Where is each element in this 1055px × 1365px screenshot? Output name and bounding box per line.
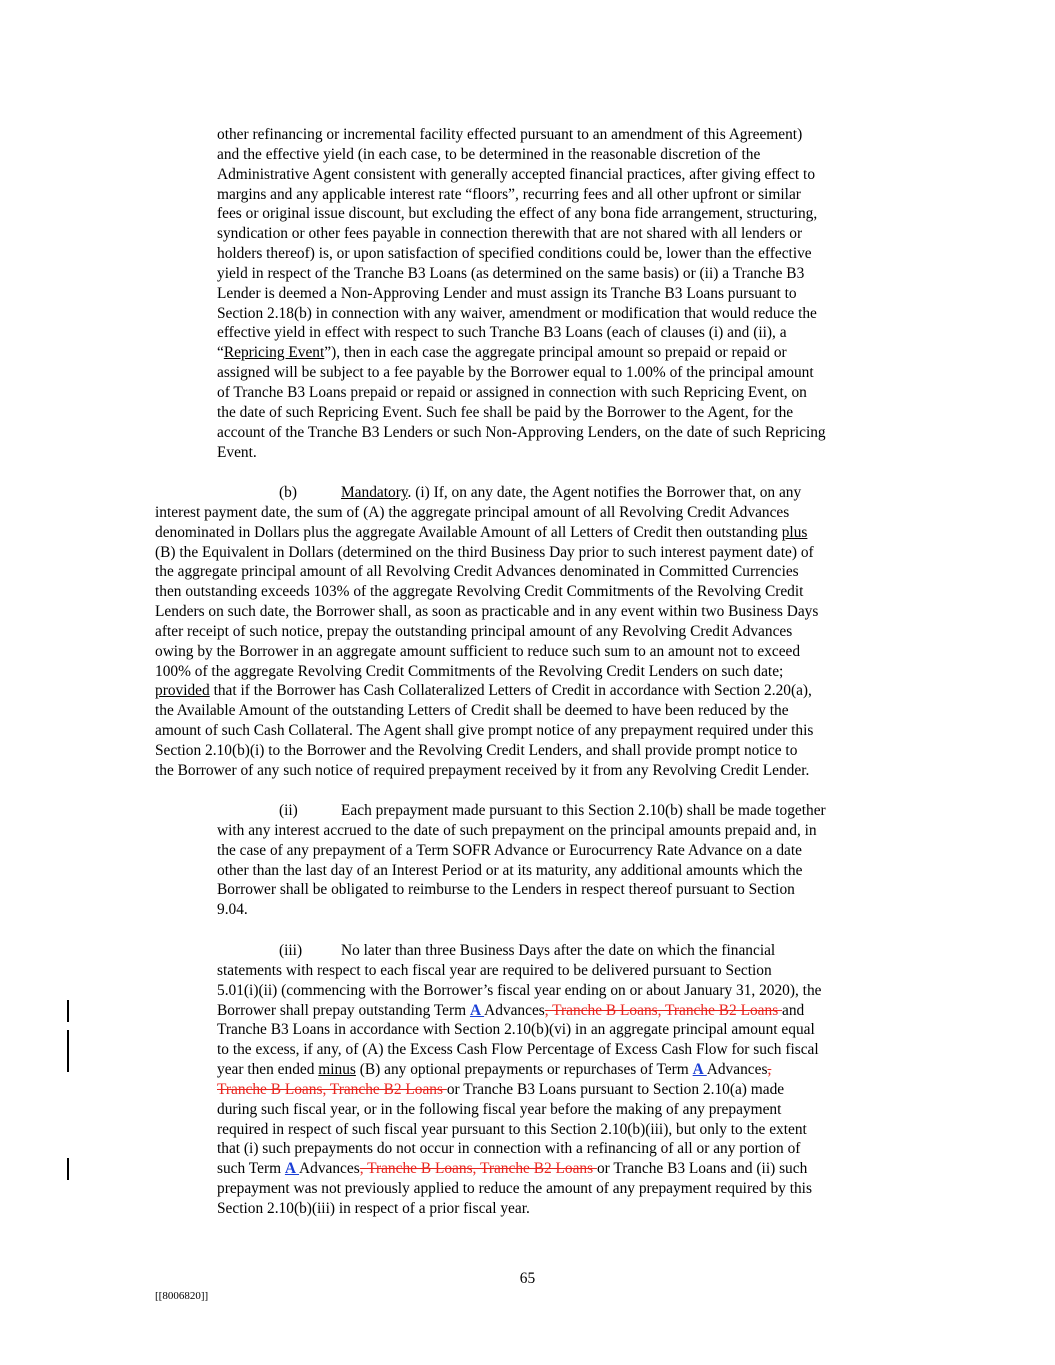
- term-provided: provided: [155, 682, 210, 700]
- clause-iii-paragraph: [217, 941, 907, 1219]
- text-run: denominated in Dollars plus the aggregate Available Amount of all Letters of Credit then outstanding: [155, 523, 782, 541]
- text-run: Advances: [706, 1061, 768, 1079]
- text-line: [217, 801, 907, 821]
- text-line: [217, 1080, 907, 1100]
- clause-ii-paragraph: [217, 801, 907, 920]
- text-line: Section 2.18(b) in connection with any waiver, amendment or modification that would reduce the: [217, 304, 817, 322]
- mandatory-paragraph: [155, 483, 907, 781]
- text-run: or Tranche B3 Loans and (ii) such: [596, 1160, 808, 1178]
- text-line: then outstanding exceeds 103% of the aggregate Revolving Credit Commitments of the Revolving Credit: [155, 583, 804, 601]
- text-run: . (i) If, on any date, the Agent notifies the Borrower that, on any: [407, 484, 802, 501]
- deleted-text: Tranche B Loans, Tranche B2 Loans: [217, 1080, 447, 1098]
- open-quote: “: [217, 344, 224, 362]
- text-line: prepayment was not previously applied to reduce the amount of any prepayment required by this: [217, 1180, 812, 1198]
- repricing-paragraph: [217, 125, 907, 462]
- text-line: interest payment date, the sum of (A) the aggregate principal amount of all Revolving Credit Advances: [155, 503, 790, 521]
- text-line: fees or original issue discount, but excluding the effect of any bona fide arrangement, structuring,: [217, 205, 818, 223]
- inserted-text: A: [692, 1061, 707, 1079]
- text-line: account of the Tranche B3 Lenders or such Non-Approving Lenders, on the date of such Repricing: [217, 423, 826, 441]
- text-line: [217, 343, 907, 363]
- text-line: assigned will be subject to a fee payable by the Borrower equal to 1.00% of the principal amount: [217, 364, 814, 382]
- text-line: [217, 1060, 907, 1080]
- text-line: required in respect of such fiscal year pursuant to this Section 2.10(b)(iii), but only to the extent: [217, 1120, 807, 1138]
- text-line: other refinancing or incremental facility effected pursuant to an amendment of this Agreement): [217, 126, 803, 143]
- text-run: No later than three Business Days after the date on which the financial: [341, 942, 776, 959]
- text-run: Advances: [484, 1001, 545, 1019]
- text-line: syndication or other fees payable in connection therewith that are not shared with all lenders or: [217, 225, 803, 243]
- text-line: Borrower shall be obligated to reimburse to the Lenders in respect thereof pursuant to Section: [217, 881, 795, 899]
- text-line: [217, 1159, 907, 1179]
- clause-marker: (ii): [279, 802, 298, 819]
- change-bar: [67, 1030, 69, 1072]
- text-line: the case of any prepayment of a Term SOFR Advance or Eurocurrency Rate Advance on a date: [217, 841, 802, 859]
- text-line: Administrative Agent consistent with generally accepted financial practices, after giving effect to: [217, 165, 816, 183]
- text-line: Section 2.10(b)(iii) in respect of a prior fiscal year.: [217, 1199, 530, 1217]
- text-line: [217, 941, 907, 961]
- text-line: 9.04.: [217, 901, 248, 919]
- clause-marker: (iii): [279, 942, 303, 959]
- text-line: effective yield in effect with respect to such Tranche B3 Loans (each of clauses (i) and (ii), a: [217, 324, 787, 342]
- deleted-text: , Tranche B Loans, Tranche B2 Loans: [544, 1001, 783, 1019]
- inserted-text: A: [284, 1160, 300, 1178]
- text-line: Lenders on such date, the Borrower shall, as soon as practicable and in any event within two Business Days: [155, 603, 819, 621]
- text-line: owing by the Borrower in an aggregate amount sufficient to reduce such sum to an amount not to exceed: [155, 642, 801, 660]
- text-line: the Available Amount of the outstanding Letters of Credit shall be deemed to have been reduced by the: [155, 702, 789, 720]
- text-line: 5.01(i)(ii) (commencing with the Borrower’s fiscal year ending on or about January 31, 2020), the: [217, 981, 822, 999]
- change-bar: [67, 1158, 69, 1180]
- text-line: yield in respect of the Tranche B3 Loans (as determined on the same basis) or (ii) a Tranche B3: [217, 264, 805, 282]
- text-line: and the effective yield (in each case, to be determined in the reasonable discretion of the: [217, 145, 761, 163]
- text-line: [217, 1001, 907, 1021]
- text-run: such Term: [217, 1160, 285, 1178]
- text-run: Each prepayment made pursuant to this Section 2.10(b) shall be made together: [341, 802, 826, 819]
- text-line: the Borrower of any such notice of required prepayment received by it from any Revolving Credit Lender.: [155, 761, 810, 779]
- text-line: [155, 483, 907, 503]
- text-line: [155, 681, 907, 701]
- defined-term-repricing-event: Repricing Event: [223, 344, 325, 362]
- text-line: that (i) such prepayments do not occur in connection with a refinancing of all or any portion of: [217, 1140, 801, 1158]
- text-run: (B) any optional prepayments or repurchases of Term: [355, 1061, 693, 1079]
- text-line: Event.: [217, 443, 257, 461]
- text-run: Borrower shall prepay outstanding Term: [217, 1001, 470, 1019]
- text-line: after receipt of such notice, prepay the outstanding principal amount of any Revolving Credit Advances: [155, 622, 793, 640]
- text-line: holders thereof) is, or upon satisfaction of specified conditions could be, lower than the effective: [217, 245, 812, 263]
- text-line: margins and any applicable interest rate “floors”, recurring fees and all other upfront or similar: [217, 185, 801, 203]
- document-id: [[8006820]]: [155, 1290, 209, 1302]
- text-run: or Tranche B3 Loans pursuant to Section 2.10(a) made: [446, 1080, 785, 1098]
- clause-marker: (b): [279, 484, 297, 501]
- text-line: during such fiscal year, or in the following fiscal year before the making of any prepayment: [217, 1100, 782, 1118]
- text-line: (B) the Equivalent in Dollars (determined on the third Business Day prior to such interest payment date) of: [155, 543, 814, 561]
- inserted-text: A: [469, 1001, 485, 1019]
- page-number: 65: [519, 1270, 536, 1287]
- text-line: 100% of the aggregate Revolving Credit Commitments of the Revolving Credit Lenders on such date;: [155, 662, 784, 680]
- term-plus: plus: [781, 523, 808, 541]
- text-line: the aggregate principal amount of all Revolving Credit Advances denominated in Committed Currencies: [155, 563, 799, 581]
- text-line: other than the last day of an Interest Period or at its maturity, any additional amounts which the: [217, 861, 803, 879]
- text-line: to the excess, if any, of (A) the Excess Cash Flow Percentage of Excess Cash Flow for such fiscal: [217, 1041, 819, 1059]
- text-line: with any interest accrued to the date of such prepayment on the principal amounts prepaid and, in: [217, 821, 817, 839]
- text-line: Section 2.10(b)(i) to the Borrower and the Revolving Credit Lenders, and shall provide prompt notice to: [155, 741, 798, 759]
- text-line: Lender is deemed a Non-Approving Lender and must assign its Tranche B3 Loans pursuant to: [217, 284, 797, 302]
- section-heading-mandatory: Mandatory: [341, 484, 408, 501]
- text-run: and: [782, 1001, 805, 1019]
- text-line: statements with respect to each fiscal year are required to be delivered pursuant to Section: [217, 961, 772, 979]
- text-line: Tranche B3 Loans in accordance with Section 2.10(b)(vi) in an aggregate principal amount equal: [217, 1021, 815, 1039]
- text-run: year then ended: [217, 1061, 319, 1079]
- text-run: Advances: [299, 1160, 360, 1178]
- text-line: of Tranche B3 Loans prepaid or repaid or assigned in connection with such Repricing Event, on: [217, 383, 807, 401]
- change-bar: [67, 1000, 69, 1022]
- text-line: the date of such Repricing Event. Such fee shall be paid by the Borrower to the Agent, for the: [217, 403, 794, 421]
- text-run: that if the Borrower has Cash Collateralized Letters of Credit in accordance with Section 2.20(a),: [209, 682, 812, 700]
- deleted-text: ,: [767, 1061, 772, 1079]
- term-minus: minus: [318, 1061, 356, 1079]
- text-line: amount of such Cash Collateral. The Agent shall give prompt notice of any prepayment required under this: [155, 722, 814, 740]
- deleted-text: , Tranche B Loans, Tranche B2 Loans: [359, 1160, 597, 1178]
- text-line: [155, 523, 907, 543]
- text-run: ”), then in each case the aggregate principal amount so prepaid or repaid or: [324, 344, 787, 362]
